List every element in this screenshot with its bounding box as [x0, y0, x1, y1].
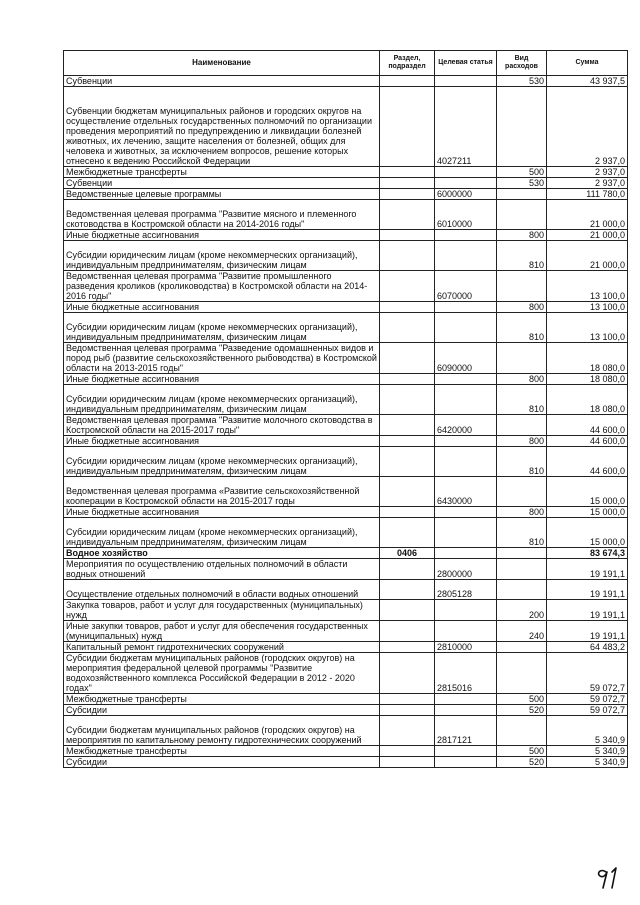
row-name: Ведомственная целевая программа "Развитие мясного и племенного скотоводства в Костромской области на 2014-2016 годы" — [64, 200, 380, 230]
row-name: Закупка товаров, работ и услуг для государственных (муниципальных) нужд — [64, 600, 380, 621]
row-article: 4027211 — [435, 87, 497, 167]
row-name: Ведомственная целевая программа «Развитие сельскохозяйственной кооперации в Костромской области на 2015-2017 годы — [64, 477, 380, 507]
row-section — [380, 313, 435, 343]
row-sum: 2 937,0 — [547, 167, 628, 178]
table-row — [64, 518, 628, 548]
row-type — [497, 87, 547, 167]
row-sum: 44 600,0 — [547, 436, 628, 447]
table-row — [64, 642, 628, 653]
row-sum: 21 000,0 — [547, 230, 628, 241]
row-article — [435, 447, 497, 477]
row-article: 2800000 — [435, 559, 497, 580]
table-row — [64, 76, 628, 87]
row-section — [380, 415, 435, 436]
table-row — [64, 580, 628, 600]
row-sum: 18 080,0 — [547, 374, 628, 385]
table-row — [64, 705, 628, 716]
row-sum: 5 340,9 — [547, 716, 628, 746]
row-type — [497, 189, 547, 200]
table-row — [64, 241, 628, 271]
row-article — [435, 746, 497, 757]
row-section — [380, 518, 435, 548]
row-article — [435, 600, 497, 621]
budget-table — [63, 50, 628, 768]
row-section — [380, 559, 435, 580]
row-type — [497, 477, 547, 507]
row-type — [497, 716, 547, 746]
row-sum: 21 000,0 — [547, 200, 628, 230]
table-row — [64, 757, 628, 768]
row-article — [435, 507, 497, 518]
row-section — [380, 436, 435, 447]
row-article — [435, 705, 497, 716]
row-name: Субсидии бюджетам муниципальных районов (городских округов) на мероприятия федеральной целевой программы "Развитие водохозяйственного комплекса Российской Федерации в 2012 - 2020 годах" — [64, 653, 380, 694]
row-section — [380, 374, 435, 385]
row-article — [435, 694, 497, 705]
header-name: Наименование — [64, 51, 380, 76]
table-row — [64, 477, 628, 507]
row-section — [380, 716, 435, 746]
row-name: Ведомственные целевые программы — [64, 189, 380, 200]
row-type: 800 — [497, 374, 547, 385]
row-name: Субвенции бюджетам муниципальных районов и городских округов на осуществление отдельных государственных полномочий по организации проведения мероприятий по предупреждению и ликвидации болезней животных, их лечению, защите населения от болезней, общих для человека и животных, за исключением вопросов, решение которых отнесено к ведению Российской Федерации — [64, 87, 380, 167]
row-type: 810 — [497, 518, 547, 548]
row-name: Осуществление отдельных полномочий в области водных отношений — [64, 580, 380, 600]
row-sum: 44 600,0 — [547, 415, 628, 436]
table-row — [64, 167, 628, 178]
row-type: 800 — [497, 230, 547, 241]
table-row — [64, 621, 628, 642]
row-article — [435, 385, 497, 415]
row-type: 810 — [497, 241, 547, 271]
row-name: Межбюджетные трансферты — [64, 694, 380, 705]
table-row — [64, 716, 628, 746]
row-section — [380, 178, 435, 189]
header-section: Раздел, подраздел — [380, 51, 435, 76]
row-sum: 83 674,3 — [547, 548, 628, 559]
row-section — [380, 200, 435, 230]
row-type: 800 — [497, 436, 547, 447]
row-article: 6010000 — [435, 200, 497, 230]
row-name: Иные бюджетные ассигнования — [64, 374, 380, 385]
row-name: Субсидии юридическим лицам (кроме некоммерческих организаций), индивидуальным предпринимателям, физическим лицам — [64, 385, 380, 415]
row-article: 2817121 — [435, 716, 497, 746]
row-sum: 2 937,0 — [547, 87, 628, 167]
table-row — [64, 746, 628, 757]
row-name: Субсидии — [64, 705, 380, 716]
row-sum: 19 191,1 — [547, 580, 628, 600]
row-sum: 18 080,0 — [547, 385, 628, 415]
row-type — [497, 548, 547, 559]
row-section — [380, 580, 435, 600]
row-section — [380, 642, 435, 653]
row-name: Ведомственная целевая программа "Развитие промышленного разведения кроликов (кролиководства) в Костромской области на 2014-2016 годы" — [64, 271, 380, 302]
row-type — [497, 200, 547, 230]
row-article — [435, 518, 497, 548]
row-section — [380, 507, 435, 518]
table-row — [64, 189, 628, 200]
row-section — [380, 447, 435, 477]
header-sum: Сумма — [547, 51, 628, 76]
row-type: 200 — [497, 600, 547, 621]
row-name: Капитальный ремонт гидротехнических сооружений — [64, 642, 380, 653]
row-sum: 19 191,1 — [547, 621, 628, 642]
row-article: 2815016 — [435, 653, 497, 694]
row-article — [435, 374, 497, 385]
row-sum: 5 340,9 — [547, 746, 628, 757]
row-type: 530 — [497, 178, 547, 189]
table-row — [64, 385, 628, 415]
row-article: 2805128 — [435, 580, 497, 600]
row-section — [380, 343, 435, 374]
row-name: Ведомственная целевая программа "Развитие молочного скотоводства в Костромской области на 2015-2017 годы" — [64, 415, 380, 436]
header-article: Целевая статья — [435, 51, 497, 76]
row-name: Ведомственная целевая программа "Разведение одомашненных видов и пород рыб (развитие сельскохозяйственного рыбоводства) в Костромской области на 2013-2015 годы" — [64, 343, 380, 374]
row-type: 530 — [497, 76, 547, 87]
table-row — [64, 548, 628, 559]
row-article — [435, 178, 497, 189]
row-section — [380, 621, 435, 642]
row-name: Иные бюджетные ассигнования — [64, 302, 380, 313]
row-section — [380, 705, 435, 716]
row-article: 6000000 — [435, 189, 497, 200]
budget-sheet — [63, 50, 627, 768]
row-sum: 19 191,1 — [547, 559, 628, 580]
row-type — [497, 343, 547, 374]
row-sum: 15 000,0 — [547, 507, 628, 518]
row-section — [380, 271, 435, 302]
row-type: 810 — [497, 447, 547, 477]
row-section — [380, 87, 435, 167]
row-name: Водное хозяйство — [64, 548, 380, 559]
row-type: 520 — [497, 757, 547, 768]
row-sum: 5 340,9 — [547, 757, 628, 768]
row-sum: 13 100,0 — [547, 271, 628, 302]
table-row — [64, 302, 628, 313]
row-name: Субвенции — [64, 76, 380, 87]
table-row — [64, 200, 628, 230]
row-sum: 19 191,1 — [547, 600, 628, 621]
row-name: Субсидии бюджетам муниципальных районов (городских округов) на мероприятия по капитальному ремонту гидротехнических сооружений — [64, 716, 380, 746]
row-name: Субсидии юридическим лицам (кроме некоммерческих организаций), индивидуальным предпринимателям, физическим лицам — [64, 313, 380, 343]
row-type: 500 — [497, 746, 547, 757]
row-sum: 15 000,0 — [547, 518, 628, 548]
row-article: 6420000 — [435, 415, 497, 436]
row-sum: 15 000,0 — [547, 477, 628, 507]
row-name: Субвенции — [64, 178, 380, 189]
row-type: 810 — [497, 313, 547, 343]
row-type: 500 — [497, 694, 547, 705]
row-article — [435, 757, 497, 768]
row-section — [380, 477, 435, 507]
row-sum: 59 072,7 — [547, 705, 628, 716]
row-section — [380, 76, 435, 87]
table-row — [64, 271, 628, 302]
row-article — [435, 167, 497, 178]
row-article — [435, 548, 497, 559]
row-name: Межбюджетные трансферты — [64, 746, 380, 757]
row-type: 520 — [497, 705, 547, 716]
table-row — [64, 415, 628, 436]
row-article: 6070000 — [435, 271, 497, 302]
row-section — [380, 302, 435, 313]
row-type: 500 — [497, 167, 547, 178]
row-article — [435, 436, 497, 447]
table-row — [64, 87, 628, 167]
row-type — [497, 415, 547, 436]
row-article — [435, 313, 497, 343]
table-row — [64, 343, 628, 374]
row-section — [380, 694, 435, 705]
header-type: Вид расходов — [497, 51, 547, 76]
row-name: Субсидии — [64, 757, 380, 768]
row-article — [435, 621, 497, 642]
row-type — [497, 580, 547, 600]
row-type — [497, 271, 547, 302]
row-type: 800 — [497, 302, 547, 313]
table-row — [64, 600, 628, 621]
row-type — [497, 642, 547, 653]
table-row — [64, 374, 628, 385]
row-article — [435, 241, 497, 271]
table-row — [64, 447, 628, 477]
row-section — [380, 241, 435, 271]
table-row — [64, 507, 628, 518]
row-sum: 111 780,0 — [547, 189, 628, 200]
row-name: Межбюджетные трансферты — [64, 167, 380, 178]
row-section — [380, 385, 435, 415]
row-sum: 59 072,7 — [547, 694, 628, 705]
table-row — [64, 313, 628, 343]
row-sum: 2 937,0 — [547, 178, 628, 189]
table-row — [64, 230, 628, 241]
row-type: 240 — [497, 621, 547, 642]
row-sum: 13 100,0 — [547, 302, 628, 313]
row-sum: 13 100,0 — [547, 313, 628, 343]
row-section — [380, 653, 435, 694]
row-sum: 59 072,7 — [547, 653, 628, 694]
handwritten-page-number — [592, 862, 632, 892]
row-type — [497, 653, 547, 694]
row-type — [497, 559, 547, 580]
row-name: Иные закупки товаров, работ и услуг для обеспечения государственных (муниципальных) нужд — [64, 621, 380, 642]
row-section — [380, 757, 435, 768]
table-row — [64, 436, 628, 447]
row-section: 0406 — [380, 548, 435, 559]
row-name: Иные бюджетные ассигнования — [64, 436, 380, 447]
row-name: Субсидии юридическим лицам (кроме некоммерческих организаций), индивидуальным предпринимателям, физическим лицам — [64, 241, 380, 271]
table-row — [64, 694, 628, 705]
row-sum: 21 000,0 — [547, 241, 628, 271]
row-sum: 64 483,2 — [547, 642, 628, 653]
table-row — [64, 559, 628, 580]
row-section — [380, 230, 435, 241]
row-section — [380, 189, 435, 200]
row-name: Иные бюджетные ассигнования — [64, 507, 380, 518]
row-article: 6090000 — [435, 343, 497, 374]
table-row — [64, 178, 628, 189]
row-section — [380, 746, 435, 757]
row-name: Мероприятия по осуществлению отдельных полномочий в области водных отношений — [64, 559, 380, 580]
row-name: Субсидии юридическим лицам (кроме некоммерческих организаций), индивидуальным предпринимателям, физическим лицам — [64, 447, 380, 477]
row-sum: 18 080,0 — [547, 343, 628, 374]
row-section — [380, 600, 435, 621]
row-sum: 43 937,5 — [547, 76, 628, 87]
row-article — [435, 76, 497, 87]
row-article: 2810000 — [435, 642, 497, 653]
row-sum: 44 600,0 — [547, 447, 628, 477]
row-article — [435, 302, 497, 313]
row-name: Субсидии юридическим лицам (кроме некоммерческих организаций), индивидуальным предпринимателям, физическим лицам — [64, 518, 380, 548]
row-article — [435, 230, 497, 241]
table-row — [64, 653, 628, 694]
row-type: 810 — [497, 385, 547, 415]
table-header-row — [64, 51, 628, 76]
table-body — [64, 76, 628, 768]
row-article: 6430000 — [435, 477, 497, 507]
row-type: 800 — [497, 507, 547, 518]
row-section — [380, 167, 435, 178]
row-name: Иные бюджетные ассигнования — [64, 230, 380, 241]
